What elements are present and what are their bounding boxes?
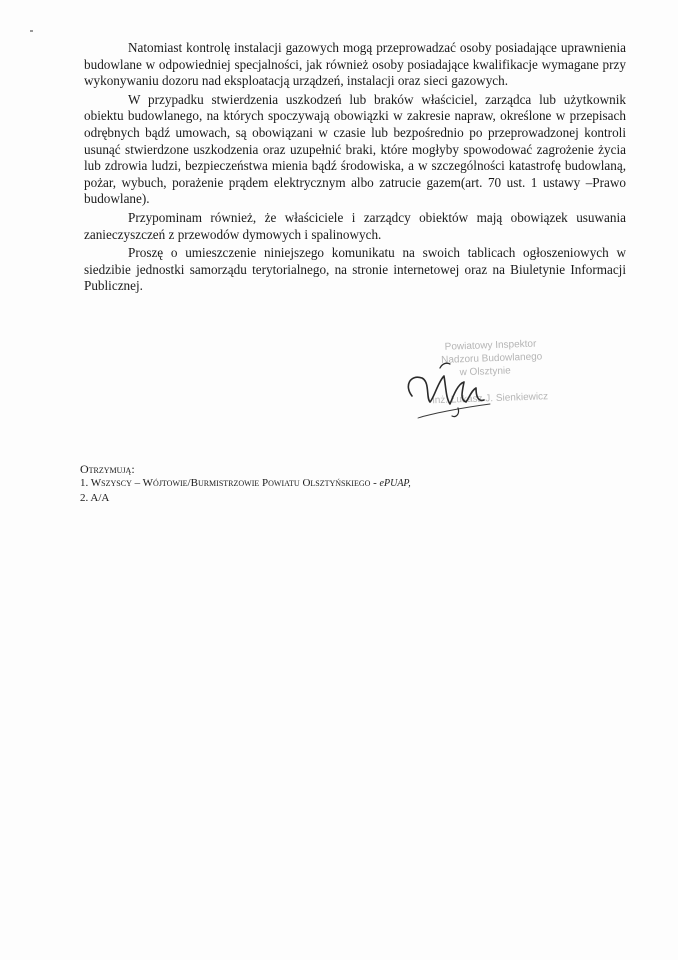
paragraph-gas-inspection: Natomiast kontrolę instalacji gazowych mogą przeprowadzać osoby posiadające uprawnienia budowlane w odpowiedniej specjalności, jak również osoby posiadające kwalifikacje wymagane przy wykonywaniu dozoru nad eksploatacją urządzeń, instalacji oraz sieci gazowych.	[84, 40, 626, 89]
stamp-line: inż. Łukasz J. Sienkiewicz	[432, 391, 549, 407]
recipients-heading: Otrzymują:	[80, 462, 135, 476]
stamp-line: w Olsztynie	[459, 365, 511, 379]
paragraph-publication-request: Proszę o umieszczenie niniejszego komunikatu na swoich tablicach ogłoszeniowych w siedzibie jednostki samorządu terytorialnego, na stronie internetowej oraz na Biuletynie Informacji Publicznej.	[84, 245, 626, 294]
paragraph-chimney-cleaning: Przypominam również, że właściciele i zarządcy obiektów mają obowiązek usuwania zanieczyszczeń z przewodów dymowych i spalinowych.	[84, 209, 626, 242]
recipients-list	[80, 462, 640, 505]
recipient-item-text: 1. Wszyscy – Wójtowie/Burmistrzowie Powiatu Olsztyńskiego -	[80, 477, 380, 489]
signature-stamp	[400, 338, 640, 438]
stamp-line: Powiatowy Inspektor	[444, 338, 537, 353]
scan-speck	[30, 30, 33, 32]
paragraph-damage-obligations: W przypadku stwierdzenia uszkodzeń lub braków właściciel, zarządca lub użytkownik obiektu budowlanego, na których spoczywają obowiązki w zakresie napraw, określone w przepisach odrębnych bądź umowach, są obowiązani w czasie lub bezpośrednio po przeprowadzonej kontroli usunąć stwierdzone uszkodzenia oraz uzupełnić braki, które mogłyby spowodować zagrożenie życia lub zdrowia ludzi, bezpieczeństwa mienia bądź środowiska, a w szczególności katastrofę budowlaną, pożar, wybuch, porażenie prądem elektrycznym albo zatrucie gazem(art. 70 ust. 1 ustawy –Prawo budowlane).	[84, 91, 626, 207]
recipient-item: 2. A/A	[80, 492, 110, 504]
handwritten-signature	[400, 338, 640, 438]
recipient-item-channel: ePUAP,	[379, 478, 411, 489]
recipient-item	[80, 476, 640, 491]
stamp-line: Nadzoru Budowlanego	[440, 351, 543, 366]
letter-body	[84, 40, 626, 297]
